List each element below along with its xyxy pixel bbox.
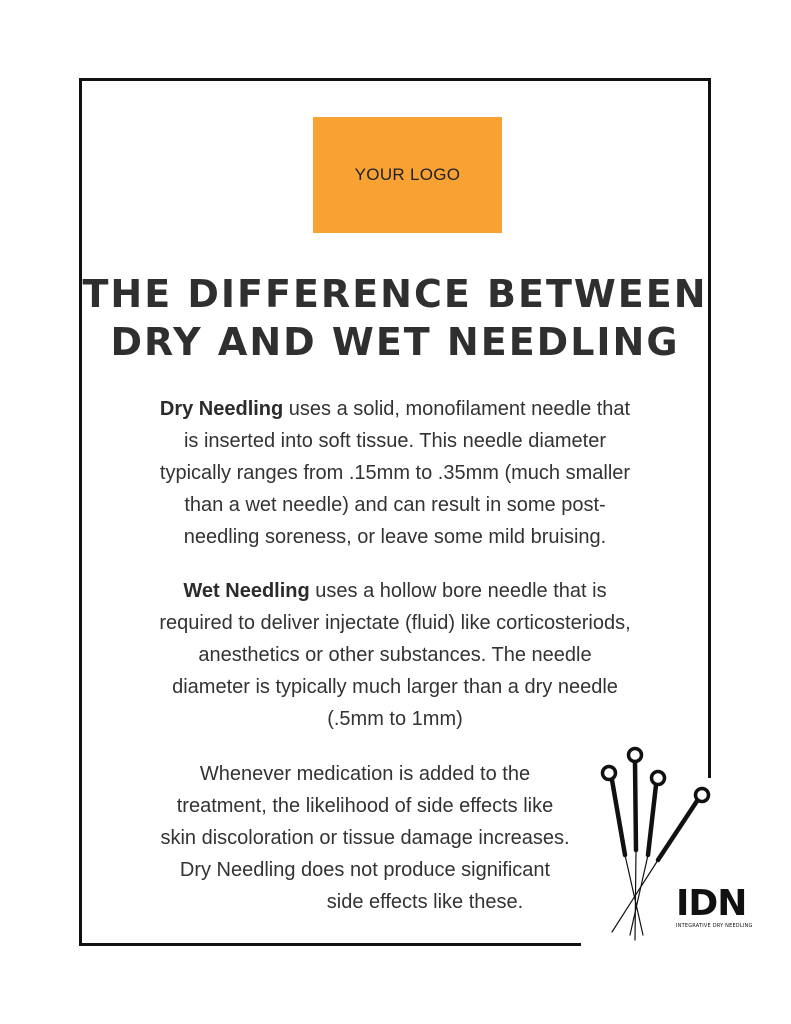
note-line-4: Dry Needling does not produce significant [179, 859, 551, 881]
idn-brand-logo [676, 883, 753, 936]
note-line-5: side effects like these. [326, 891, 524, 913]
border-top [79, 78, 711, 81]
dry-line-4: than a wet needle) and can result in some post- [184, 494, 606, 516]
wet-needling-term: Wet Needling [183, 580, 310, 602]
idn-letters: IDN [676, 883, 747, 924]
border-bottom [79, 943, 581, 946]
dry-needling-paragraph [100, 393, 690, 553]
note-line-3: skin discoloration or tissue damage increases. [160, 827, 570, 849]
wet-line-5: (.5mm to 1mm) [327, 708, 463, 730]
wet-line-1: Wet Needling uses a hollow bore needle that is [183, 580, 607, 602]
wet-needling-paragraph [100, 575, 690, 735]
page-title [82, 270, 708, 366]
title-line-1: THE DIFFERENCE BETWEEN [82, 272, 708, 316]
note-line-2: treatment, the likelihood of side effects like [176, 795, 554, 817]
wet-line-2: required to deliver injectate (fluid) like corticosteriods, [159, 612, 631, 634]
idn-subtitle: INTEGRATIVE DRY NEEDLING [676, 923, 753, 929]
border-right [708, 78, 711, 778]
title-line-2: DRY AND WET NEEDLING [110, 320, 680, 364]
logo-text: YOUR LOGO [354, 165, 461, 184]
wet-line-4: diameter is typically much larger than a dry needle [172, 676, 618, 698]
dry-line-5: needling soreness, or leave some mild bruising. [183, 526, 607, 548]
dry-line-3: typically ranges from .15mm to .35mm (much smaller [159, 462, 631, 484]
logo-placeholder [313, 117, 502, 233]
border-left [79, 78, 82, 946]
side-effects-paragraph [110, 758, 620, 918]
dry-line-1: Dry Needling uses a solid, monofilament needle that [159, 398, 631, 420]
wet-line-3: anesthetics or other substances. The needle [198, 644, 592, 666]
dry-needling-term: Dry Needling [159, 398, 284, 420]
dry-line-2: is inserted into soft tissue. This needle diameter [183, 430, 607, 452]
note-line-1: Whenever medication is added to the [199, 763, 531, 785]
